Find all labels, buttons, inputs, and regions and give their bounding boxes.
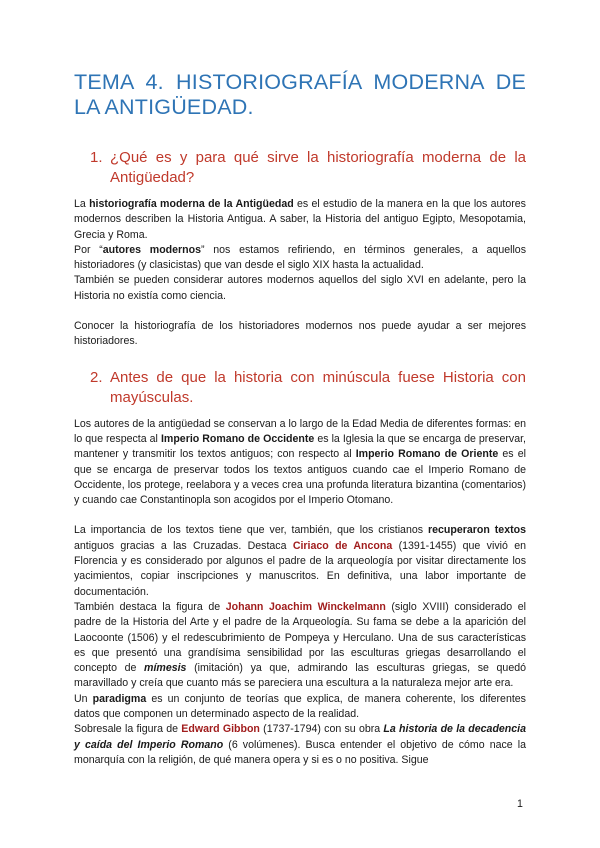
section-1-paragraph-3: También se pueden considerar autores modernos aquellos del siglo XVI en adelante, pero la Historia no existía como ciencia. [74,274,526,302]
bold-term: paradigma [92,692,147,705]
document-title: TEMA 4. HISTORIOGRAFÍA MODERNA DE LA ANTIGÜEDAD. [74,70,526,119]
section-2-paragraph-2 [74,523,526,599]
highlighted-name: Edward Gibbon [181,723,260,736]
text: Sobresale la figura de [74,723,182,736]
highlighted-name: Ciriaco de Ancona [292,539,393,552]
section-1-heading [90,148,526,188]
section-1-title: ¿Qué es y para qué sirve la historiografía moderna de la Antigüedad? [110,149,526,186]
highlighted-name: Johann Joachim Winckelmann [225,600,386,613]
text: La importancia de los textos tiene que ver, también, que los cristianos [74,524,428,537]
text: es la Iglesia la que se encarga de preservar, mantener y transmitir los textos antiguos; con respecto al [74,432,526,461]
bold-term: Imperio Romano de Occidente [160,432,315,445]
text: Los autores de la antigüedad se conservan a lo largo de la Edad Media de diferentes formas: en lo que respecta al [74,417,526,445]
section-1-paragraph-1 [74,197,526,243]
text: La [74,198,90,210]
section-2-heading [90,368,526,408]
bold-term: Imperio Romano de Oriente [355,448,499,461]
section-2-paragraph-4 [74,692,526,723]
text: ” nos estamos refiriendo, en términos generales, a aquellos historiadores (y clasicistas) que van desde el siglo XIX hasta la actualidad. [74,243,526,272]
section-2-paragraph-5 [74,722,526,768]
bold-term: autores modernos [102,243,201,256]
section-2-number: 2. [90,368,103,386]
text: Un [74,692,93,705]
page-number: 1 [517,798,523,810]
text: (6 volúmenes). Busca entender el objetivo de cómo nace la monarquía con la religión, de qué manera opera y si es o no positiva. Sigue [74,738,526,766]
text: (imitación) ya que, admirando las esculturas griegas, se quedó maravillado y creía que cuanto más se pareciera una escultura a la naturaleza mejor arte era. [74,662,526,690]
text: (1391-1455) que vivió en Florencia y es considerado por algunos el padre de la arqueología por visitar directamente los yacimientos, copiar inscripciones y manuscritos. En definitiva, una labor importante de documentación. [74,539,526,598]
section-1-number: 1. [90,149,103,166]
text: Por “ [74,243,103,256]
text: es el que se encarga de preservar todos los textos antiguos cuando cae el Imperio Romano de Occidente, los protege, reelabora y a veces crea una profunda literatura bizantina (comentarios) y cuando cae Constantinopla son acogidos por el Imperio Otomano. [74,448,526,507]
text: antiguos gracias a las Cruzadas. Destaca [74,539,293,552]
book-title: La historia de la decadencia y caída del Imperio Romano [74,723,527,751]
section-2-paragraph-3 [74,600,526,692]
text: es un conjunto de teorías que explica, de manera coherente, los diferentes datos que componen un determinado aspecto de la realidad. [74,692,526,721]
section-1-paragraph-4: Conocer la historiografía de los historiadores modernos nos puede ayudar a ser mejores historiadores. [74,320,526,348]
text: (siglo XVIII) considerado el padre de la Historia del Arte y el padre de la Arqueología. Su fama se debe a la aparición del Laocoonte (1506) y el redescubrimiento de Pompeya y Herculano. Una de sus características es que presentó una grandísima sensibilidad por las esculturas griegas desarrollando el concepto de [74,600,527,675]
italic-term: mímesis [144,662,187,675]
bold-term: historiografía moderna de la Antigüedad [89,198,294,210]
text: es el estudio de la manera en la que los autores modernos describen la Historia Antigua. A saber, la Historia del antiguo Egipto, Mesopotamia, Grecia y Roma. [74,198,526,241]
bold-term: recuperaron textos [428,524,526,537]
section-1-paragraph-2 [74,243,526,274]
document-page [74,70,526,768]
section-2-title: Antes de que la historia con minúscula fuese Historia con mayúsculas. [110,368,526,406]
text: También destaca la figura de [74,600,226,613]
section-2-paragraph-1 [74,417,526,509]
text: (1737-1794) con su obra [259,723,384,736]
